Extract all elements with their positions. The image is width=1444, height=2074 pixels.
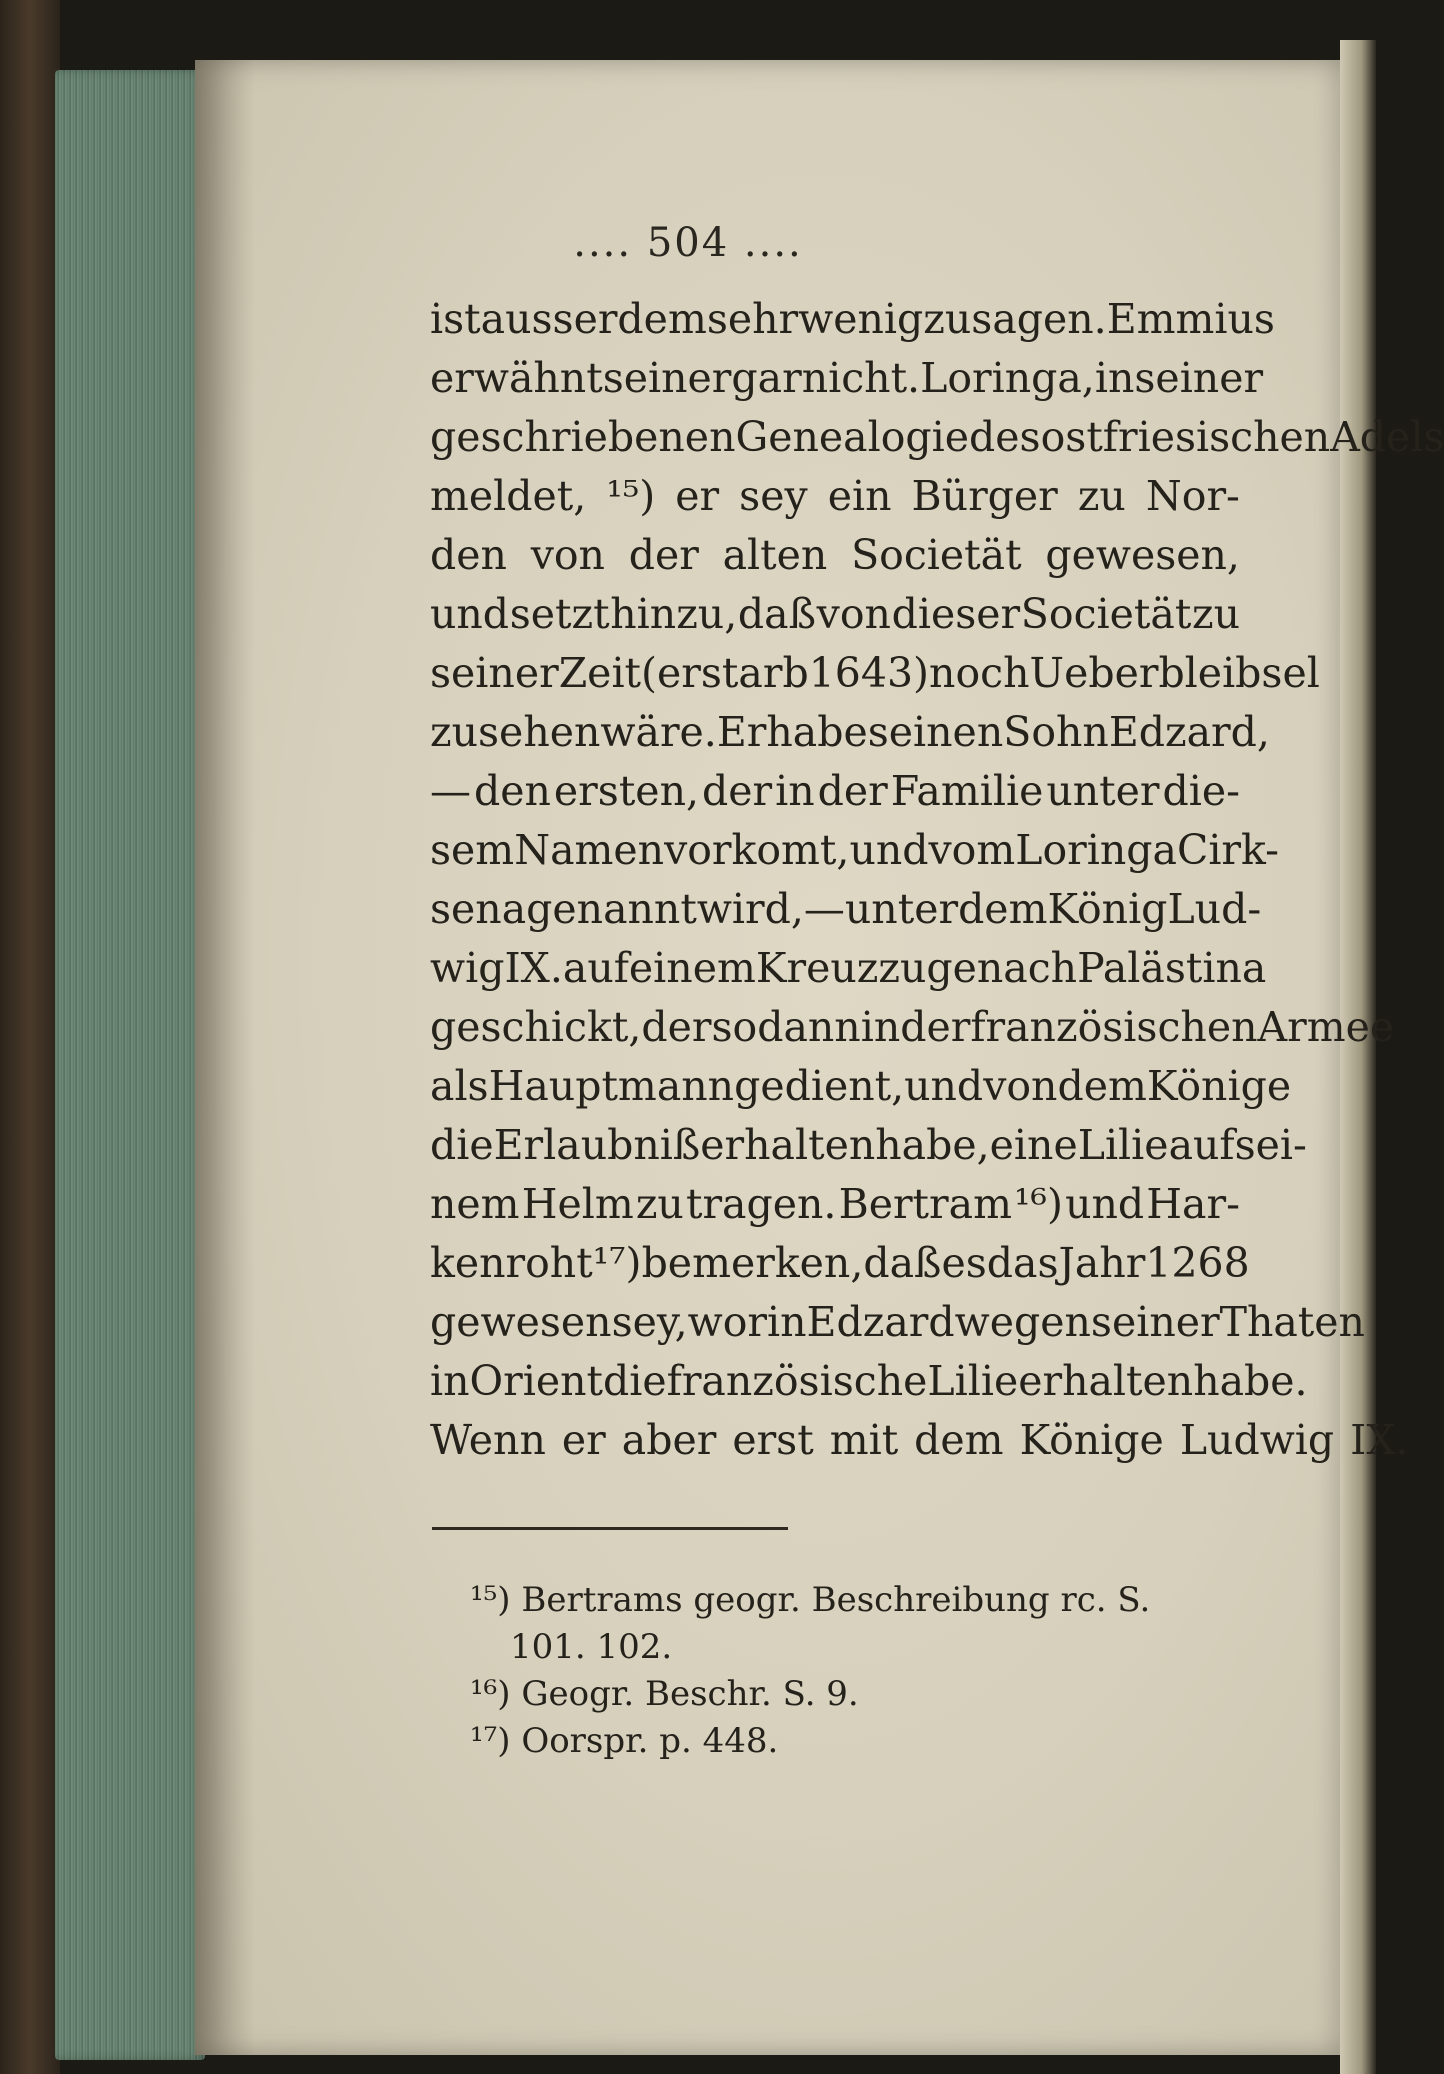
text-line: seiner Zeit (er starb 1643) noch Ueberbleibsel (430, 649, 1320, 697)
facing-page-edge (1340, 40, 1376, 2074)
text-line: nem Helm zu tragen. Bertram ¹⁶) und Har- (430, 1180, 1240, 1228)
footnote-16: ¹⁶) Geogr. Beschr. S. 9. (470, 1674, 859, 1714)
text-line: die Erlaubniß erhalten habe, eine Lilie auf sei- (430, 1121, 1307, 1169)
text-line: zu sehen wäre. Er habe seinen Sohn Edzard, (430, 708, 1270, 756)
footnote-15-continued: 101. 102. (510, 1627, 673, 1667)
text-line: den von der alten Societät gewesen, (430, 531, 1240, 579)
gutter-shadow (195, 60, 255, 2055)
text-line: — den ersten, der in der Familie unter die- (430, 767, 1240, 815)
text-line: kenroht ¹⁷) bemerken, daß es das Jahr 1268 (430, 1239, 1250, 1287)
text-line: sena genannt wird, — unter dem König Lud- (430, 885, 1262, 933)
text-line: und setzt hinzu, daß von dieser Societät zu (430, 590, 1240, 638)
page-number-header: .... 504 .... (573, 220, 803, 266)
footnote-15: ¹⁵) Bertrams geogr. Beschreibung rc. S. (470, 1580, 1151, 1620)
text-line: ist ausserdem sehr wenig zu sagen. Emmius (430, 295, 1275, 343)
page-stack-edges (55, 70, 205, 2060)
text-line: in Orient die französische Lilie erhalten habe. (430, 1357, 1308, 1405)
footnote-rule (432, 1527, 788, 1530)
text-line: sem Namen vorkomt, und vom Loringa Cirk- (430, 826, 1280, 874)
text-line: geschickt, der sodann in der französischen Armee (430, 1003, 1395, 1051)
text-line: erwähnt seiner gar nicht. Loringa, in seiner (430, 354, 1264, 402)
text-line: meldet, ¹⁵) er sey ein Bürger zu Nor- (430, 472, 1240, 520)
text-line: geschriebenen Genealogie des ostfriesischen Adels (430, 413, 1444, 461)
text-line: als Hauptmann gedient, und von dem Könige (430, 1062, 1292, 1110)
text-line: gewesen sey, worin Edzard wegen seiner Thaten (430, 1298, 1365, 1346)
book-cover-edge (0, 0, 60, 2074)
text-line: Wenn er aber erst mit dem Könige Ludwig IX. (430, 1416, 1409, 1464)
text-line: wig IX. auf einem Kreuzzuge nach Palästina (430, 944, 1267, 992)
footnote-17: ¹⁷) Oorspr. p. 448. (470, 1721, 779, 1761)
body-text (430, 290, 1444, 1470)
footnotes (470, 1577, 1250, 1765)
